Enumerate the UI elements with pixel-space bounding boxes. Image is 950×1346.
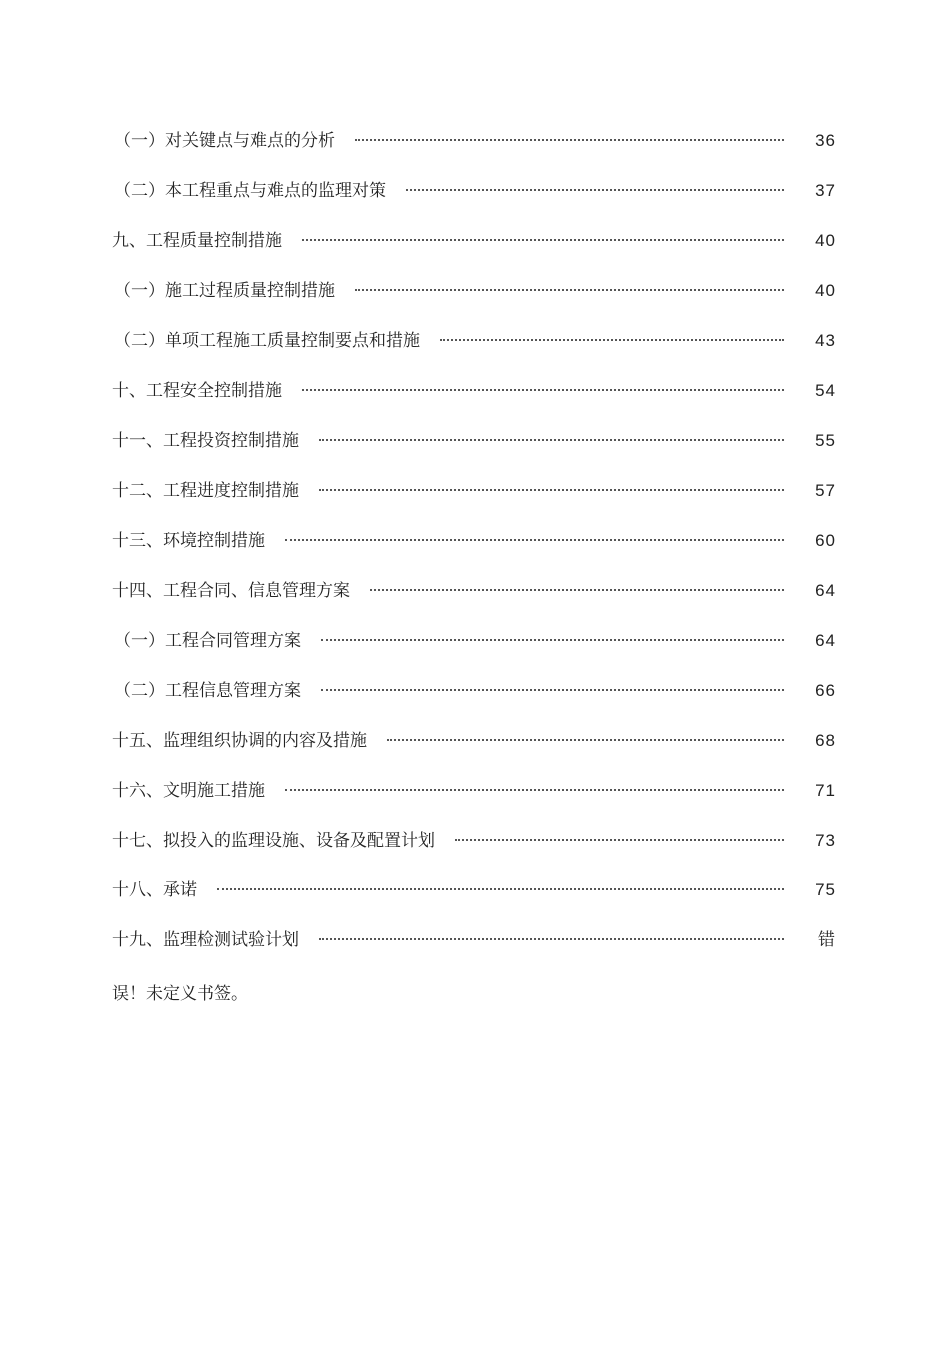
toc-entry[interactable] (112, 229, 836, 253)
toc-entry-title: 十七、拟投入的监理设施、设备及配置计划 (112, 831, 435, 851)
toc-entry-page: 40 (815, 281, 836, 300)
toc-entry-title: 十三、环境控制措施 (112, 531, 265, 551)
toc-entry[interactable] (112, 579, 836, 603)
toc-entry-page: 36 (815, 131, 836, 150)
toc-entry[interactable] (112, 329, 836, 353)
toc-dot-leader (455, 837, 784, 841)
toc-entry-title: 十九、监理检测试验计划 (112, 930, 299, 950)
toc-dot-leader (319, 936, 784, 940)
toc-entry-page: 40 (815, 231, 836, 250)
toc-entry-title: （一）对关键点与难点的分析 (114, 131, 335, 151)
toc-entry-title: 十五、监理组织协调的内容及措施 (112, 731, 367, 751)
toc-entry[interactable] (112, 679, 836, 703)
toc-entry-page: 55 (815, 431, 836, 450)
toc-dot-leader (406, 187, 784, 191)
toc-entry[interactable] (112, 379, 836, 403)
toc-entry-title: （一）工程合同管理方案 (114, 631, 301, 651)
toc-dot-leader (302, 237, 784, 241)
toc-entry-title: 十八、承诺 (112, 880, 197, 900)
toc-dot-leader (319, 437, 784, 441)
toc-entry[interactable] (112, 429, 836, 453)
toc-dot-leader (319, 487, 784, 491)
toc-entry-page: 71 (815, 781, 836, 800)
toc-dot-leader (355, 137, 784, 141)
toc-entry-title: 十、工程安全控制措施 (112, 381, 282, 401)
toc-entry-page: 37 (815, 181, 836, 200)
toc-entry-page: 64 (815, 631, 836, 650)
toc-dot-leader (440, 337, 784, 341)
toc-dot-leader (370, 587, 784, 591)
toc-entry-page: 60 (815, 531, 836, 550)
toc-entry-title: 十六、文明施工措施 (112, 781, 265, 801)
toc-entry[interactable] (112, 878, 836, 902)
toc-entry-title: 十一、工程投资控制措施 (112, 431, 299, 451)
toc-entry-page: 75 (815, 880, 836, 899)
toc-dot-leader (321, 687, 784, 691)
toc-dot-leader (387, 737, 784, 741)
toc-entry-title: （二）本工程重点与难点的监理对策 (114, 181, 386, 201)
toc-error-text: 误！未定义书签。 (112, 984, 248, 1004)
toc-entry[interactable] (112, 779, 836, 803)
toc-dot-leader (302, 387, 784, 391)
toc-entry-page: 64 (815, 581, 836, 600)
toc-entry[interactable] (112, 729, 836, 753)
toc-entry-title: （一）施工过程质量控制措施 (114, 281, 335, 301)
toc-entry[interactable] (112, 928, 836, 952)
toc-entry[interactable] (112, 129, 836, 153)
toc-entry-page: 68 (815, 731, 836, 750)
toc-entry[interactable] (112, 279, 836, 303)
toc-dot-leader (285, 787, 784, 791)
toc-entry-page: 43 (815, 331, 836, 350)
toc-entry[interactable] (112, 829, 836, 853)
toc-entry-page: 54 (815, 381, 836, 400)
toc-entry-page: 73 (815, 831, 836, 850)
toc-entry-page: 66 (815, 681, 836, 700)
toc-entry-page: 57 (815, 481, 836, 500)
toc-entry-page: 错 (818, 930, 836, 949)
toc-entry[interactable] (112, 479, 836, 503)
toc-entry-title: 十二、工程进度控制措施 (112, 481, 299, 501)
toc-entry-title: （二）单项工程施工质量控制要点和措施 (114, 331, 420, 351)
toc-dot-leader (355, 287, 784, 291)
toc-entry[interactable] (112, 529, 836, 553)
toc-entry-title: 十四、工程合同、信息管理方案 (112, 581, 350, 601)
toc-entry[interactable] (112, 629, 836, 653)
toc-entry[interactable] (112, 179, 836, 203)
toc-dot-leader (285, 537, 784, 541)
toc-entry-title: 九、工程质量控制措施 (112, 231, 282, 251)
toc-entry-title: （二）工程信息管理方案 (114, 681, 301, 701)
toc-dot-leader (217, 886, 784, 890)
toc-dot-leader (321, 637, 784, 641)
